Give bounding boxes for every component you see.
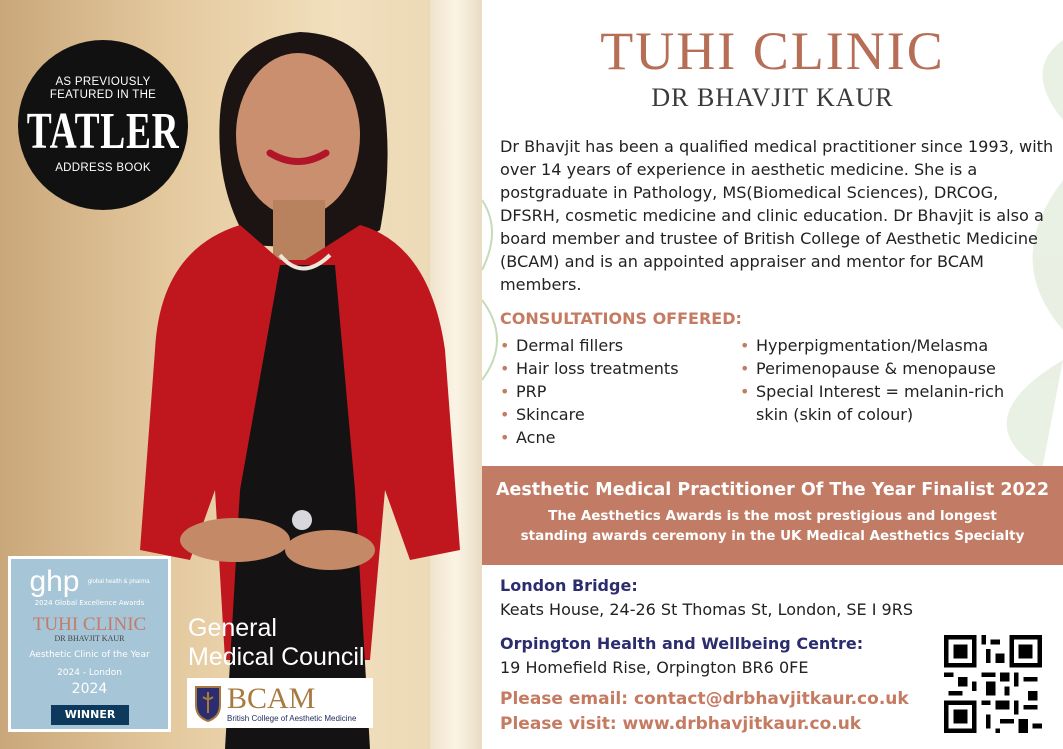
winner-badge: WINNER: [51, 705, 129, 725]
list-item: • Hyperpigmentation/Melasma: [740, 334, 1040, 357]
ghp-clinic: TUHI CLINIC: [32, 614, 147, 635]
tatler-line3: ADDRESS BOOK: [55, 161, 151, 174]
award-banner: [482, 466, 1063, 565]
location-orpington-address: 19 Homefield Rise, Orpington BR6 0FE: [500, 658, 809, 677]
location-london-address: Keats House, 24-26 St Thomas St, London, SE I 9RS: [500, 600, 913, 619]
doctor-name: DR BHAVJIT KAUR: [651, 83, 894, 112]
award-desc-line2: standing awards ceremony in the UK Medical Aesthetics Specialty: [520, 528, 1025, 544]
bcam-name: BCAM: [227, 681, 316, 715]
list-item: • Hair loss treatments: [500, 357, 679, 380]
consultations-heading: CONSULTATIONS OFFERED:: [500, 309, 742, 328]
tatler-line1: AS PREVIOUSLY: [55, 75, 151, 88]
list-item: • Dermal fillers: [500, 334, 679, 357]
info-panel: [482, 0, 1063, 749]
tatler-badge: [18, 40, 188, 210]
list-item: • PRP: [500, 380, 679, 403]
qr-code[interactable]: [944, 635, 1042, 733]
tatler-brand: TATLER: [26, 102, 180, 160]
list-item: • Perimenopause & menopause: [740, 357, 1040, 380]
ghp-awards-line: 2024 Global Excellence Awards: [34, 599, 145, 607]
tatler-line2: FEATURED IN THE: [49, 88, 157, 101]
list-item: • Skincare: [500, 403, 679, 426]
bcam-logo: [187, 678, 373, 728]
clinic-title: TUHI CLINIC: [600, 21, 945, 81]
photo-panel: [0, 0, 482, 749]
location-london-heading: London Bridge:: [500, 576, 638, 595]
bio-paragraph: Dr Bhavjit has been a qualified medical practitioner since 1993, with over 14 years of experience in aesthetic medicine. She is a postgraduate in Pathology, MS(Biomedical Sciences), DRCOG, DFSRH, cosmetic medicine and clinic education. Dr Bhavjit is also a board member and trustee of British College of Aesthetic Medicine (BCAM) and is an appointed appraiser and mentor for BCAM members.: [500, 137, 1054, 294]
award-title: Aesthetic Medical Practitioner Of The Year Finalist 2022: [495, 480, 1050, 500]
bcam-crest-icon: [193, 683, 223, 723]
location-orpington-heading: Orpington Health and Wellbeing Centre:: [500, 634, 864, 653]
list-item: • Acne: [500, 426, 679, 449]
ghp-award-badge: [8, 556, 171, 732]
contact-email-link[interactable]: Please email: contact@drbhavjitkaur.co.uk: [500, 689, 909, 709]
ghp-doctor: DR BHAVJIT KAUR: [54, 634, 125, 643]
ghp-year: 2024: [71, 681, 108, 697]
award-desc-line1: The Aesthetics Awards is the most prestigious and longest: [548, 508, 997, 524]
consultations-list-left: [500, 334, 679, 449]
ghp-region: 2024 - London: [57, 668, 122, 678]
gmc-logo: [188, 614, 364, 672]
ghp-logo: ghp $^{global health \& pharma}$: [29, 565, 150, 598]
list-item: • Special Interest = melanin-rich skin (skin of colour): [740, 380, 1040, 426]
ghp-category: Aesthetic Clinic of the Year: [29, 650, 150, 660]
contact-website-link[interactable]: Please visit: www.drbhavjitkaur.co.uk: [500, 714, 862, 734]
gmc-line2: Medical Council: [188, 643, 365, 671]
bcam-full-name: British College of Aesthetic Medicine: [227, 713, 357, 723]
consultations-list-right: [740, 334, 1040, 426]
gmc-line1: General: [188, 614, 277, 642]
